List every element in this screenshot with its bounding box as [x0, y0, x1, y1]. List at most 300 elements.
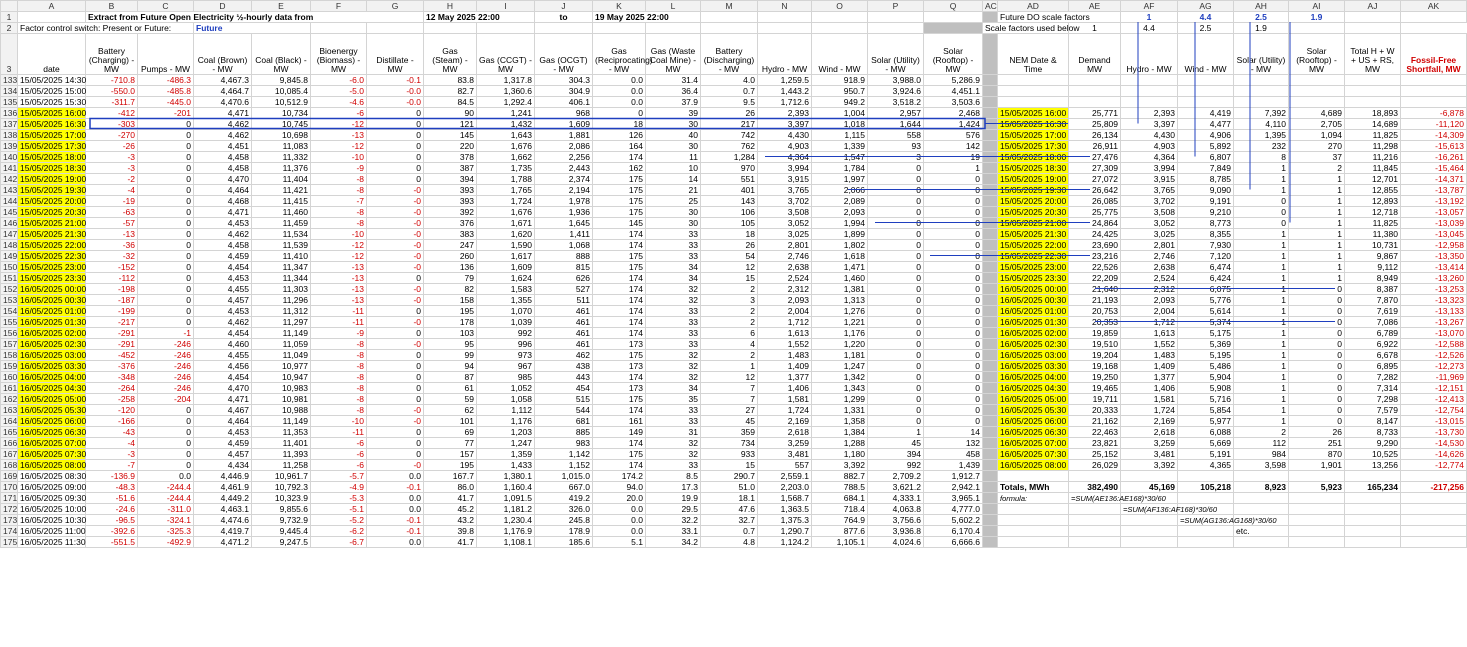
- value-cell[interactable]: 1,015.0: [535, 471, 593, 482]
- value-cell[interactable]: 17.3: [646, 482, 701, 493]
- value-cell[interactable]: 10,525: [1345, 449, 1401, 460]
- value-cell[interactable]: 45: [701, 416, 758, 427]
- value-cell[interactable]: 247: [424, 240, 477, 251]
- value-cell[interactable]: 33.1: [646, 526, 701, 537]
- nem-date-cell[interactable]: 15/05/2025 21:00: [998, 218, 1069, 229]
- value-cell[interactable]: 4,461.9: [194, 482, 252, 493]
- row-number[interactable]: 133: [1, 75, 18, 86]
- cell[interactable]: [1345, 97, 1401, 108]
- date-cell[interactable]: 16/05/2025 11:00: [18, 526, 86, 537]
- value-cell[interactable]: 161: [593, 416, 646, 427]
- totals-cell[interactable]: 8,923: [1234, 482, 1289, 493]
- value-cell[interactable]: 2: [1289, 163, 1345, 174]
- value-cell[interactable]: -1: [138, 328, 194, 339]
- cell[interactable]: [983, 394, 998, 405]
- column-header[interactable]: AH: [1234, 1, 1289, 12]
- column-header[interactable]: AF: [1121, 1, 1178, 12]
- value-cell[interactable]: 1: [1289, 251, 1345, 262]
- cell[interactable]: [1289, 471, 1345, 482]
- value-cell[interactable]: 0: [868, 295, 924, 306]
- cell[interactable]: [1289, 75, 1345, 86]
- cell[interactable]: [1178, 471, 1234, 482]
- nem-date-cell[interactable]: 16/05/2025 03:30: [998, 361, 1069, 372]
- value-cell[interactable]: -57: [86, 218, 138, 229]
- value-cell[interactable]: 11,298: [1345, 141, 1401, 152]
- value-cell[interactable]: 5.1: [593, 537, 646, 548]
- value-cell[interactable]: 5,892: [1178, 141, 1234, 152]
- value-cell[interactable]: 220: [424, 141, 477, 152]
- value-cell[interactable]: 1: [1289, 196, 1345, 207]
- value-cell[interactable]: 2,256: [535, 152, 593, 163]
- value-cell[interactable]: 7: [701, 394, 758, 405]
- value-cell[interactable]: 1,802: [812, 240, 868, 251]
- value-cell[interactable]: 25,771: [1069, 108, 1121, 119]
- value-cell[interactable]: 0: [868, 163, 924, 174]
- cell[interactable]: [593, 23, 646, 34]
- value-cell[interactable]: 2,169: [758, 416, 812, 427]
- nem-date-cell[interactable]: 15/05/2025 17:30: [998, 141, 1069, 152]
- column-title[interactable]: Gas (CCGT) - MW: [477, 34, 535, 75]
- value-cell[interactable]: 0: [868, 196, 924, 207]
- value-cell[interactable]: 4,365: [1178, 460, 1234, 471]
- value-cell[interactable]: 0: [924, 350, 983, 361]
- value-cell[interactable]: -311.7: [86, 97, 138, 108]
- cell[interactable]: [983, 372, 998, 383]
- value-cell[interactable]: 0: [924, 229, 983, 240]
- row-number[interactable]: 139: [1, 141, 18, 152]
- date-cell[interactable]: 16/05/2025 11:30: [18, 537, 86, 548]
- value-cell[interactable]: 54: [701, 251, 758, 262]
- value-cell[interactable]: 0: [924, 185, 983, 196]
- value-cell[interactable]: 0: [924, 196, 983, 207]
- value-cell[interactable]: -5.1: [311, 504, 367, 515]
- cell[interactable]: [924, 23, 983, 34]
- date-cell[interactable]: 16/05/2025 06:30: [18, 427, 86, 438]
- value-cell[interactable]: 1,552: [758, 339, 812, 350]
- value-cell[interactable]: 11,376: [252, 163, 311, 174]
- value-cell[interactable]: 4,024.6: [868, 537, 924, 548]
- nem-date-cell[interactable]: 16/05/2025 05:00: [998, 394, 1069, 405]
- value-cell[interactable]: 174: [593, 306, 646, 317]
- value-cell[interactable]: -0: [367, 262, 424, 273]
- value-cell[interactable]: 1,284: [701, 152, 758, 163]
- value-cell[interactable]: 22,463: [1069, 427, 1121, 438]
- value-cell[interactable]: 9,112: [1345, 262, 1401, 273]
- nem-date-cell[interactable]: 16/05/2025 05:30: [998, 405, 1069, 416]
- value-cell[interactable]: -0: [367, 405, 424, 416]
- date-cell[interactable]: 16/05/2025 07:30: [18, 449, 86, 460]
- value-cell[interactable]: -12: [311, 240, 367, 251]
- value-cell[interactable]: 0.0: [593, 526, 646, 537]
- to-label-cell[interactable]: to: [535, 12, 593, 23]
- value-cell[interactable]: 6,678: [1345, 350, 1401, 361]
- value-cell[interactable]: 18.1: [701, 493, 758, 504]
- value-cell[interactable]: 1,112: [477, 405, 535, 416]
- value-cell[interactable]: 7,314: [1345, 383, 1401, 394]
- value-cell[interactable]: 19,510: [1069, 339, 1121, 350]
- value-cell[interactable]: -246: [138, 350, 194, 361]
- value-cell[interactable]: 0: [1234, 207, 1289, 218]
- value-cell[interactable]: 126: [593, 130, 646, 141]
- value-cell[interactable]: 25,775: [1069, 207, 1121, 218]
- cell[interactable]: [868, 12, 924, 23]
- cell[interactable]: [998, 86, 1069, 97]
- value-cell[interactable]: -12,273: [1401, 361, 1467, 372]
- value-cell[interactable]: 9,855.6: [252, 504, 311, 515]
- value-cell[interactable]: 4,364: [758, 152, 812, 163]
- date-cell[interactable]: 15/05/2025 22:30: [18, 251, 86, 262]
- value-cell[interactable]: 885: [535, 427, 593, 438]
- value-cell[interactable]: 7,282: [1345, 372, 1401, 383]
- value-cell[interactable]: 19,711: [1069, 394, 1121, 405]
- value-cell[interactable]: -8: [311, 339, 367, 350]
- cell[interactable]: [983, 262, 998, 273]
- value-cell[interactable]: 2,618: [758, 427, 812, 438]
- value-cell[interactable]: 8,785: [1178, 174, 1234, 185]
- value-cell[interactable]: 11,404: [252, 174, 311, 185]
- value-cell[interactable]: 4.0: [701, 75, 758, 86]
- value-cell[interactable]: 1,590: [477, 240, 535, 251]
- value-cell[interactable]: 5,486: [1178, 361, 1234, 372]
- value-cell[interactable]: -10: [311, 229, 367, 240]
- value-cell[interactable]: 461: [535, 306, 593, 317]
- value-cell[interactable]: 626: [535, 273, 593, 284]
- cell[interactable]: [998, 537, 1069, 548]
- value-cell[interactable]: 7,120: [1178, 251, 1234, 262]
- value-cell[interactable]: 185.6: [535, 537, 593, 548]
- value-cell[interactable]: 0: [924, 339, 983, 350]
- totals-cell[interactable]: 382,490: [1069, 482, 1121, 493]
- cell[interactable]: [983, 350, 998, 361]
- value-cell[interactable]: 3: [868, 152, 924, 163]
- value-cell[interactable]: -8: [311, 383, 367, 394]
- value-cell[interactable]: 4,477: [1178, 119, 1234, 130]
- value-cell[interactable]: 41.7: [424, 493, 477, 504]
- value-cell[interactable]: 734: [701, 438, 758, 449]
- value-cell[interactable]: -291: [86, 339, 138, 350]
- date-cell[interactable]: 15/05/2025 22:00: [18, 240, 86, 251]
- cell[interactable]: [1401, 537, 1467, 548]
- row-number[interactable]: 142: [1, 174, 18, 185]
- value-cell[interactable]: 31.4: [646, 75, 701, 86]
- value-cell[interactable]: 882.7: [812, 471, 868, 482]
- value-cell[interactable]: 1,342: [812, 372, 868, 383]
- totals-cell[interactable]: =SUM(AE136:AE168)*30/60: [1069, 493, 1121, 504]
- date-cell[interactable]: 16/05/2025 02:30: [18, 339, 86, 350]
- value-cell[interactable]: 1: [1289, 240, 1345, 251]
- value-cell[interactable]: 0: [138, 163, 194, 174]
- row-number[interactable]: 158: [1, 350, 18, 361]
- value-cell[interactable]: -3: [86, 449, 138, 460]
- value-cell[interactable]: 21: [646, 185, 701, 196]
- value-cell[interactable]: 4,458: [194, 240, 252, 251]
- column-header[interactable]: AD: [998, 1, 1069, 12]
- column-header[interactable]: AG: [1178, 1, 1234, 12]
- value-cell[interactable]: 1: [1234, 405, 1289, 416]
- value-cell[interactable]: 2,801: [758, 240, 812, 251]
- value-cell[interactable]: 1,645: [535, 218, 593, 229]
- value-cell[interactable]: 19,204: [1069, 350, 1121, 361]
- cell[interactable]: [1401, 75, 1467, 86]
- value-cell[interactable]: 1,313: [812, 295, 868, 306]
- value-cell[interactable]: 0: [367, 108, 424, 119]
- value-cell[interactable]: 19,250: [1069, 372, 1121, 383]
- cell[interactable]: [983, 515, 998, 526]
- value-cell[interactable]: 4,430: [1121, 130, 1178, 141]
- value-cell[interactable]: 1,712: [758, 317, 812, 328]
- value-cell[interactable]: 2,374: [535, 174, 593, 185]
- cell[interactable]: [983, 152, 998, 163]
- value-cell[interactable]: 1,160.4: [477, 482, 535, 493]
- value-cell[interactable]: 27,309: [1069, 163, 1121, 174]
- cell[interactable]: [1345, 12, 1401, 23]
- value-cell[interactable]: 4,464: [194, 185, 252, 196]
- value-cell[interactable]: 0: [1289, 383, 1345, 394]
- value-cell[interactable]: -217: [86, 317, 138, 328]
- value-cell[interactable]: 1: [1289, 207, 1345, 218]
- value-cell[interactable]: 461: [535, 339, 593, 350]
- value-cell[interactable]: 9,845.8: [252, 75, 311, 86]
- value-cell[interactable]: 27,072: [1069, 174, 1121, 185]
- cell[interactable]: [1121, 537, 1178, 548]
- row-number[interactable]: 141: [1, 163, 18, 174]
- corner-cell[interactable]: [1, 1, 18, 12]
- value-cell[interactable]: 4,419.7: [194, 526, 252, 537]
- value-cell[interactable]: 245.8: [535, 515, 593, 526]
- value-cell[interactable]: -412: [86, 108, 138, 119]
- value-cell[interactable]: 0: [868, 251, 924, 262]
- value-cell[interactable]: 2,957: [868, 108, 924, 119]
- value-cell[interactable]: 5,904: [1178, 372, 1234, 383]
- value-cell[interactable]: 6,895: [1345, 361, 1401, 372]
- value-cell[interactable]: 0: [868, 394, 924, 405]
- value-cell[interactable]: 1,433: [477, 460, 535, 471]
- value-cell[interactable]: 1,259.5: [758, 75, 812, 86]
- value-cell[interactable]: 2,312: [1121, 284, 1178, 295]
- cell[interactable]: [1234, 504, 1289, 515]
- value-cell[interactable]: -9: [311, 328, 367, 339]
- value-cell[interactable]: 1,676: [477, 141, 535, 152]
- value-cell[interactable]: 34: [646, 262, 701, 273]
- value-cell[interactable]: 1,358: [812, 416, 868, 427]
- value-cell[interactable]: 511: [535, 295, 593, 306]
- cell[interactable]: [1401, 86, 1467, 97]
- date-cell[interactable]: 15/05/2025 16:30: [18, 119, 86, 130]
- value-cell[interactable]: -291: [86, 328, 138, 339]
- value-cell[interactable]: 11,539: [252, 240, 311, 251]
- cell[interactable]: [983, 427, 998, 438]
- value-cell[interactable]: 0: [924, 273, 983, 284]
- column-title[interactable]: Wind - MW: [812, 34, 868, 75]
- value-cell[interactable]: -199: [86, 306, 138, 317]
- value-cell[interactable]: 26: [1289, 427, 1345, 438]
- value-cell[interactable]: 4,430: [758, 130, 812, 141]
- value-cell[interactable]: 174: [593, 317, 646, 328]
- value-cell[interactable]: 2,194: [535, 185, 593, 196]
- value-cell[interactable]: -0: [367, 460, 424, 471]
- date-cell[interactable]: 16/05/2025 09:30: [18, 493, 86, 504]
- value-cell[interactable]: 12,718: [1345, 207, 1401, 218]
- value-cell[interactable]: 95: [424, 339, 477, 350]
- value-cell[interactable]: 992: [868, 460, 924, 471]
- column-header[interactable]: AI: [1289, 1, 1345, 12]
- value-cell[interactable]: 175: [593, 449, 646, 460]
- value-cell[interactable]: 1,443.2: [758, 86, 812, 97]
- value-cell[interactable]: -486.3: [138, 75, 194, 86]
- used-factor-cell[interactable]: 2.5: [1178, 23, 1234, 34]
- value-cell[interactable]: 174: [593, 240, 646, 251]
- value-cell[interactable]: 37: [1289, 152, 1345, 163]
- value-cell[interactable]: 10: [646, 163, 701, 174]
- nem-date-cell[interactable]: 16/05/2025 02:00: [998, 328, 1069, 339]
- row-number[interactable]: 166: [1, 438, 18, 449]
- value-cell[interactable]: 1,124.2: [758, 537, 812, 548]
- value-cell[interactable]: 1,355: [477, 295, 535, 306]
- value-cell[interactable]: 394: [868, 449, 924, 460]
- value-cell[interactable]: 4,333.1: [868, 493, 924, 504]
- value-cell[interactable]: 1,247: [812, 361, 868, 372]
- value-cell[interactable]: 121: [424, 119, 477, 130]
- value-cell[interactable]: -26: [86, 141, 138, 152]
- value-cell[interactable]: 1,247: [477, 438, 535, 449]
- value-cell[interactable]: 19,859: [1069, 328, 1121, 339]
- value-cell[interactable]: 815: [535, 262, 593, 273]
- cell[interactable]: [1178, 97, 1234, 108]
- value-cell[interactable]: -8: [311, 218, 367, 229]
- value-cell[interactable]: 1,936: [535, 207, 593, 218]
- cell[interactable]: [701, 23, 758, 34]
- value-cell[interactable]: 1,662: [477, 152, 535, 163]
- column-title[interactable]: Bioenergy (Biomass) - MW: [311, 34, 367, 75]
- value-cell[interactable]: 175: [593, 185, 646, 196]
- value-cell[interactable]: 1,899: [812, 229, 868, 240]
- value-cell[interactable]: 25,152: [1069, 449, 1121, 460]
- row-number[interactable]: 153: [1, 295, 18, 306]
- value-cell[interactable]: 438: [535, 361, 593, 372]
- value-cell[interactable]: 2,468: [924, 108, 983, 119]
- value-cell[interactable]: 11,534: [252, 229, 311, 240]
- value-cell[interactable]: 0: [138, 196, 194, 207]
- value-cell[interactable]: 5,191: [1178, 449, 1234, 460]
- value-cell[interactable]: 0: [138, 119, 194, 130]
- value-cell[interactable]: 0: [868, 185, 924, 196]
- value-cell[interactable]: 1,609: [477, 262, 535, 273]
- nem-date-cell[interactable]: 15/05/2025 21:30: [998, 229, 1069, 240]
- value-cell[interactable]: -96.5: [86, 515, 138, 526]
- value-cell[interactable]: 4,456: [194, 361, 252, 372]
- value-cell[interactable]: 34: [646, 273, 701, 284]
- row-number[interactable]: 135: [1, 97, 18, 108]
- value-cell[interactable]: 11,149: [252, 416, 311, 427]
- value-cell[interactable]: 1,276: [812, 306, 868, 317]
- cell[interactable]: [983, 493, 998, 504]
- cell[interactable]: [1401, 493, 1467, 504]
- value-cell[interactable]: 1,052: [477, 383, 535, 394]
- nem-date-cell[interactable]: 15/05/2025 20:00: [998, 196, 1069, 207]
- value-cell[interactable]: 1,176: [812, 328, 868, 339]
- value-cell[interactable]: 2: [701, 317, 758, 328]
- value-cell[interactable]: 4,462: [194, 130, 252, 141]
- row-number[interactable]: 146: [1, 218, 18, 229]
- value-cell[interactable]: 29.5: [646, 504, 701, 515]
- value-cell[interactable]: 1: [1289, 229, 1345, 240]
- value-cell[interactable]: 527: [535, 284, 593, 295]
- value-cell[interactable]: 4,467.3: [194, 75, 252, 86]
- nem-date-cell[interactable]: 15/05/2025 16:00: [998, 108, 1069, 119]
- cell[interactable]: [983, 317, 998, 328]
- value-cell[interactable]: 33: [646, 416, 701, 427]
- value-cell[interactable]: 515: [535, 394, 593, 405]
- value-cell[interactable]: 762: [701, 141, 758, 152]
- value-cell[interactable]: 3,508: [758, 207, 812, 218]
- value-cell[interactable]: -11: [311, 317, 367, 328]
- value-cell[interactable]: 2: [701, 306, 758, 317]
- cell[interactable]: [983, 295, 998, 306]
- value-cell[interactable]: 132: [924, 438, 983, 449]
- value-cell[interactable]: 11,216: [1345, 152, 1401, 163]
- used-factor-cell[interactable]: 4.4: [1121, 23, 1178, 34]
- value-cell[interactable]: 24,425: [1069, 229, 1121, 240]
- value-cell[interactable]: 84.5: [424, 97, 477, 108]
- value-cell[interactable]: 0: [1289, 416, 1345, 427]
- value-cell[interactable]: 11,460: [252, 207, 311, 218]
- cell[interactable]: [998, 97, 1069, 108]
- value-cell[interactable]: 4,434: [194, 460, 252, 471]
- value-cell[interactable]: 6,170.4: [924, 526, 983, 537]
- value-cell[interactable]: -6: [311, 108, 367, 119]
- cell[interactable]: [983, 526, 998, 537]
- date-cell[interactable]: 16/05/2025 00:30: [18, 295, 86, 306]
- value-cell[interactable]: 0: [367, 163, 424, 174]
- value-cell[interactable]: 11,049: [252, 350, 311, 361]
- value-cell[interactable]: 2,393: [1121, 108, 1178, 119]
- value-cell[interactable]: 0: [367, 449, 424, 460]
- value-cell[interactable]: 0: [138, 416, 194, 427]
- value-cell[interactable]: 3,397: [758, 119, 812, 130]
- value-cell[interactable]: -246: [138, 372, 194, 383]
- value-cell[interactable]: -6.7: [311, 537, 367, 548]
- column-title[interactable]: Battery (Charging) - MW: [86, 34, 138, 75]
- value-cell[interactable]: 13,256: [1345, 460, 1401, 471]
- date-cell[interactable]: 16/05/2025 04:00: [18, 372, 86, 383]
- value-cell[interactable]: 1,881: [535, 130, 593, 141]
- value-cell[interactable]: 0: [868, 383, 924, 394]
- value-cell[interactable]: 12: [701, 372, 758, 383]
- value-cell[interactable]: 3,508: [1121, 207, 1178, 218]
- value-cell[interactable]: 1,359: [477, 449, 535, 460]
- value-cell[interactable]: 1,091.5: [477, 493, 535, 504]
- value-cell[interactable]: -13,267: [1401, 317, 1467, 328]
- value-cell[interactable]: 19: [924, 152, 983, 163]
- value-cell[interactable]: 1,912.7: [924, 471, 983, 482]
- value-cell[interactable]: 0: [138, 306, 194, 317]
- value-cell[interactable]: 1,784: [812, 163, 868, 174]
- value-cell[interactable]: 9,191: [1178, 196, 1234, 207]
- cell[interactable]: [924, 12, 983, 23]
- value-cell[interactable]: 2,312: [758, 284, 812, 295]
- value-cell[interactable]: 61: [424, 383, 477, 394]
- value-cell[interactable]: 1,363.5: [758, 504, 812, 515]
- value-cell[interactable]: 12: [701, 262, 758, 273]
- value-cell[interactable]: 376: [424, 218, 477, 229]
- value-cell[interactable]: 11,393: [252, 449, 311, 460]
- value-cell[interactable]: -246: [138, 361, 194, 372]
- value-cell[interactable]: -0.1: [367, 482, 424, 493]
- value-cell[interactable]: 45.2: [424, 504, 477, 515]
- value-cell[interactable]: -244.4: [138, 493, 194, 504]
- value-cell[interactable]: 4: [701, 339, 758, 350]
- value-cell[interactable]: 3,259: [1121, 438, 1178, 449]
